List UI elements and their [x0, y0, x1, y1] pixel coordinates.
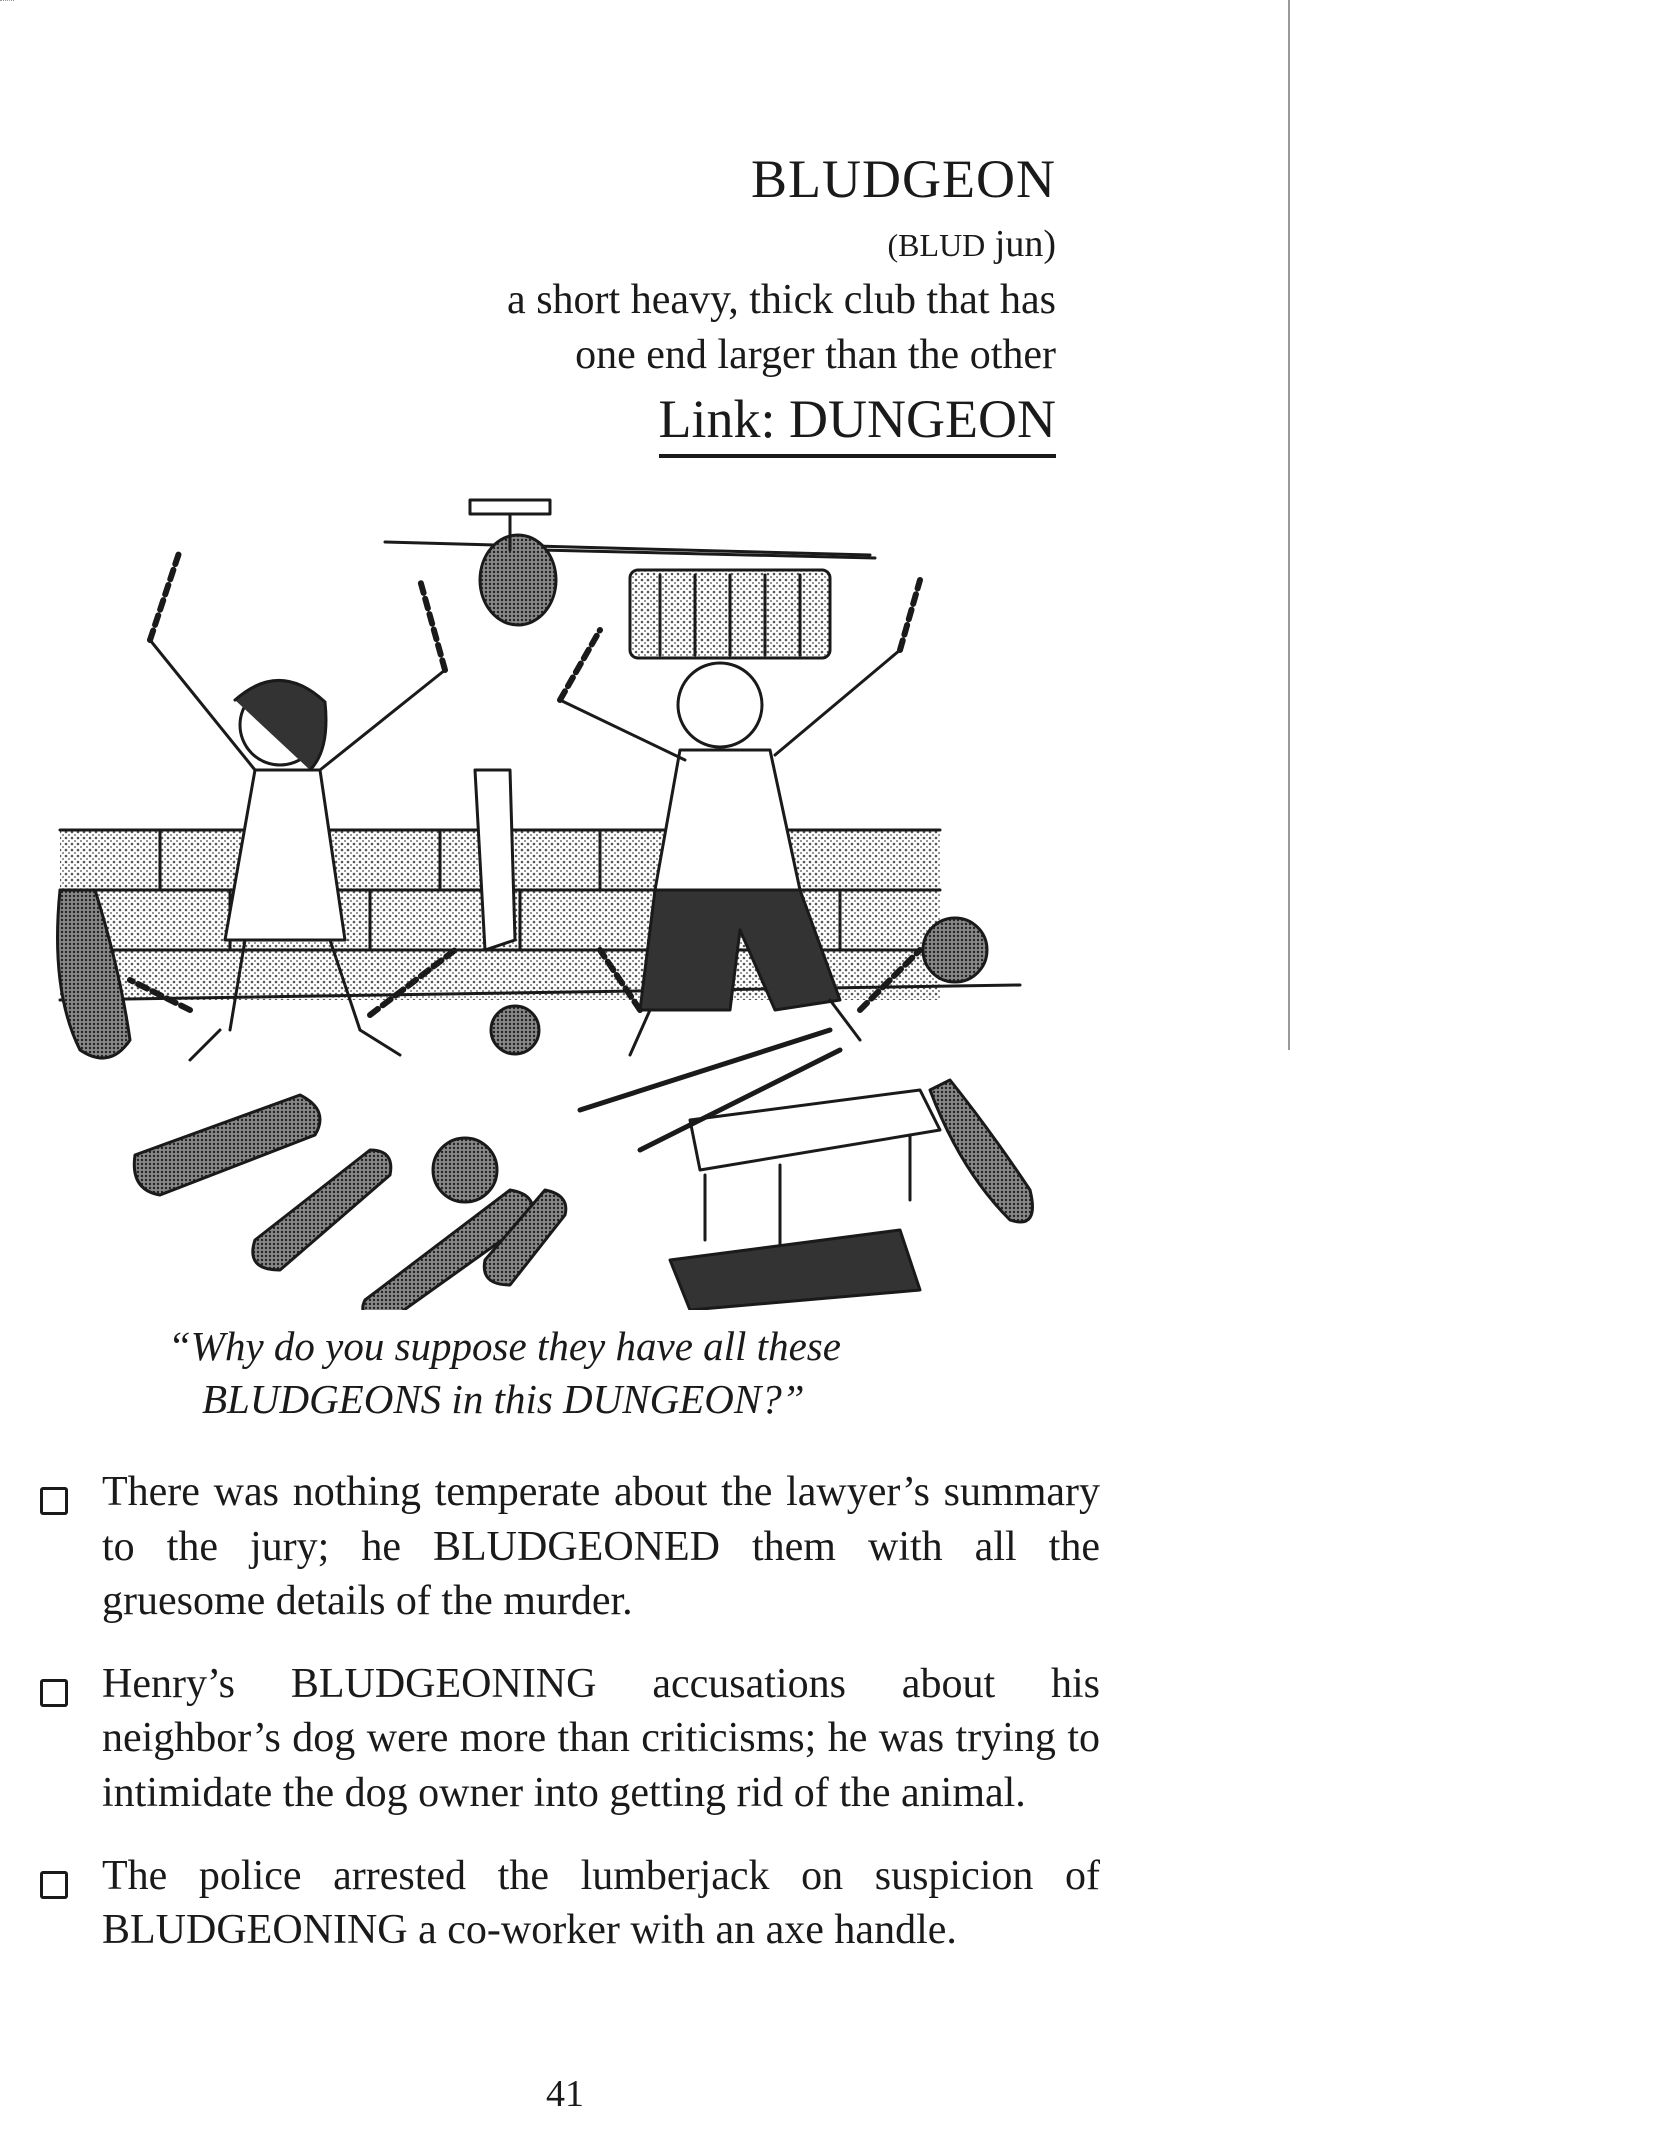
caption-line-1: “Why do you suppose they have all these: [168, 1323, 841, 1369]
example-item: [40, 1657, 1100, 1821]
chain: [420, 580, 445, 670]
example-item: [40, 1465, 1100, 1629]
example-text: There was nothing temperate about the lawyer’s summary to the jury; he BLUDGEONED them with all the gruesome details of the murder.: [102, 1469, 1100, 1625]
scan-mark: [0, 0, 14, 7]
checkbox-icon: [40, 1487, 68, 1515]
headword: BLUDGEON: [751, 149, 1056, 209]
dungeon-illustration: [40, 470, 1080, 1310]
checkbox-icon: [40, 1871, 68, 1899]
example-item: [40, 1849, 1100, 1958]
pronunciation-caps: (BLUD: [887, 227, 986, 264]
pronunciation-rest: jun): [985, 223, 1056, 266]
pulley-wheel: [480, 535, 556, 625]
pronunciation: [507, 223, 1056, 267]
example-text: Henry’s BLUDGEONING accusations about his neighbor’s dog were more than criticisms; he was trying to intimidate the dog owner into getting rid of the animal.: [102, 1660, 1100, 1816]
definition-line-1: a short heavy, thick club that has: [507, 277, 1056, 324]
chain: [150, 550, 180, 640]
spiked-board: [690, 1090, 940, 1170]
caption-line-2: BLUDGEONS in this DUNGEON?”: [202, 1376, 805, 1423]
example-text: The police arrested the lumberjack on suspicion of BLUDGEONING a co-worker with an axe handle.: [102, 1852, 1100, 1954]
page-number: 41: [546, 2073, 584, 2115]
definition: [507, 273, 1056, 382]
definition-line-2: one end larger than the other: [575, 331, 1056, 378]
ceiling-hook: [470, 500, 550, 514]
example-sentences: [40, 1465, 1100, 1986]
chain: [900, 580, 920, 650]
illustration-caption: [168, 1320, 841, 1427]
chain: [560, 630, 600, 700]
checkbox-icon: [40, 1679, 68, 1707]
entry-header: [507, 150, 1056, 458]
link-word: Link: DUNGEON: [659, 388, 1056, 458]
page-edge-line: [1288, 0, 1290, 1050]
